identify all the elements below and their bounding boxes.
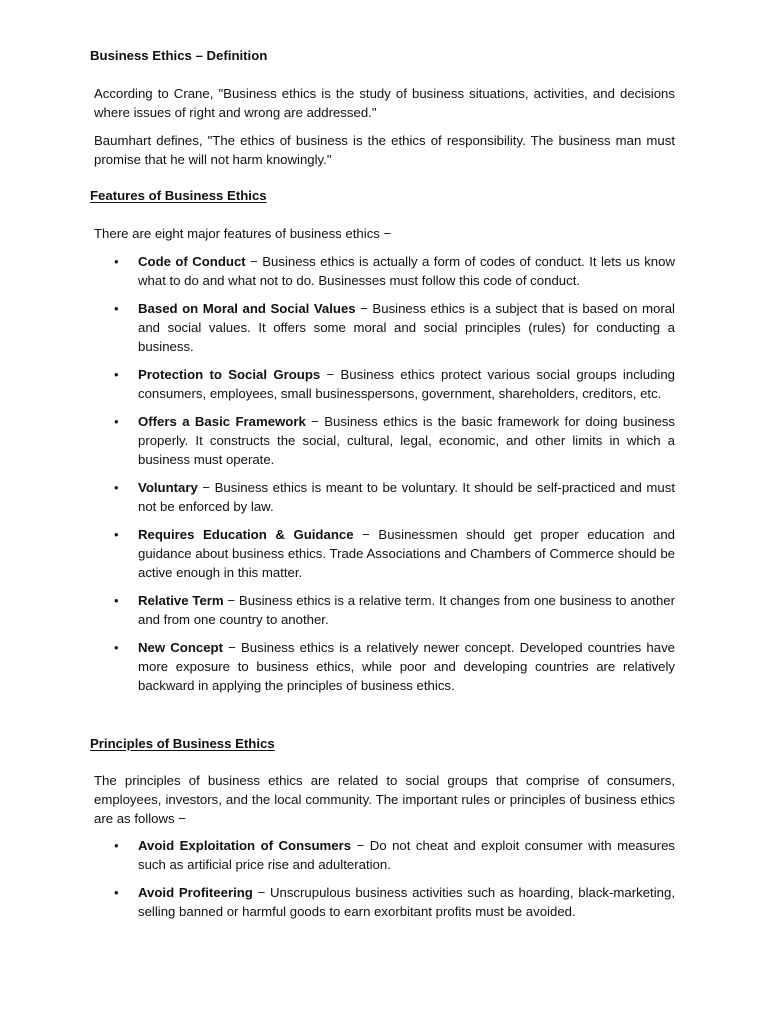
feature-term: Relative Term [138,593,224,608]
bullet-icon: • [114,480,119,495]
bullet-icon: • [114,367,119,382]
crane-definition-paragraph: According to Crane, "Business ethics is the study of business situations, activities, and decisions where issues of right and wrong are addressed." [94,86,675,120]
list-item [112,299,675,356]
principle-text: − Do not cheat and exploit consumer with measures such as artificial price rise and adulteration. [138,838,676,872]
feature-text: − Business ethics is a subject that is based on moral and social values. It offers some moral and social principles (rules) for conducting a business. [138,301,675,354]
feature-term: Requires Education & Guidance [138,527,354,542]
definition-heading: Business Ethics – Definition [90,48,268,63]
principles-intro: The principles of business ethics are related to social groups that comprise of consumers, employees, investors, and the local community. The important rules or principles of business ethics are as follows − [94,773,675,826]
features-heading: Features of Business Ethics [90,188,267,203]
list-item [112,638,675,695]
bullet-icon: • [114,254,119,269]
feature-term: Offers a Basic Framework [138,414,306,429]
list-item [112,365,675,403]
list-item [112,591,675,629]
list-item [112,883,675,921]
list-item [112,252,675,290]
list-item [112,525,675,582]
feature-text: − Business ethics is a relative term. It changes from one business to another and from one country to another. [138,593,676,627]
bullet-icon: • [114,527,119,542]
feature-term: Voluntary [138,480,198,495]
feature-text: − Business ethics is meant to be voluntary. It should be self-practiced and must not be enforced by law. [138,480,675,514]
feature-text: − Business ethics protect various social groups including consumers, employees, small businesspersons, government, shareholders, creditors, etc. [138,367,675,401]
list-item [112,478,675,516]
features-intro: There are eight major features of business ethics − [94,226,392,241]
feature-term: New Concept [138,640,224,655]
feature-text: − Businessmen should get proper education and guidance about business ethics. Trade Associations and Chambers of Commerce should be active enough in this matter. [138,527,675,580]
bullet-icon: • [114,414,119,429]
feature-text: − Business ethics is the basic framework for doing business properly. It constructs the social, cultural, legal, economic, and other limits in which a business must operate. [138,414,675,467]
feature-term: Code of Conduct [138,254,246,269]
feature-term: Protection to Social Groups [138,367,321,382]
bullet-icon: • [114,301,119,316]
principle-term: Avoid Exploitation of Consumers [138,838,352,853]
list-item [112,836,675,874]
bullet-icon: • [114,838,119,853]
bullet-icon: • [114,885,119,900]
principles-heading: Principles of Business Ethics [90,736,275,751]
principle-text: − Unscrupulous business activities such as hoarding, black-marketing, selling banned or harmful goods to earn exorbitant profits must be avoided. [138,885,675,919]
bullet-icon: • [114,640,119,655]
feature-text: − Business ethics is a relatively newer concept. Developed countries have more exposure to business ethics, while poor and developing countries are relatively backward in applying the principles of business ethics. [138,640,676,693]
features-list [112,252,675,704]
bullet-icon: • [114,593,119,608]
feature-term: Based on Moral and Social Values [138,301,356,316]
principles-list [112,836,675,930]
principle-term: Avoid Profiteering [138,885,253,900]
feature-text: − Business ethics is actually a form of codes of conduct. It lets us know what to do and what not to do. Businesses must follow this code of conduct. [138,254,675,288]
baumhart-definition-paragraph: Baumhart defines, "The ethics of business is the ethics of responsibility. The business man must promise that he will not harm knowingly." [94,133,675,167]
list-item [112,412,675,469]
